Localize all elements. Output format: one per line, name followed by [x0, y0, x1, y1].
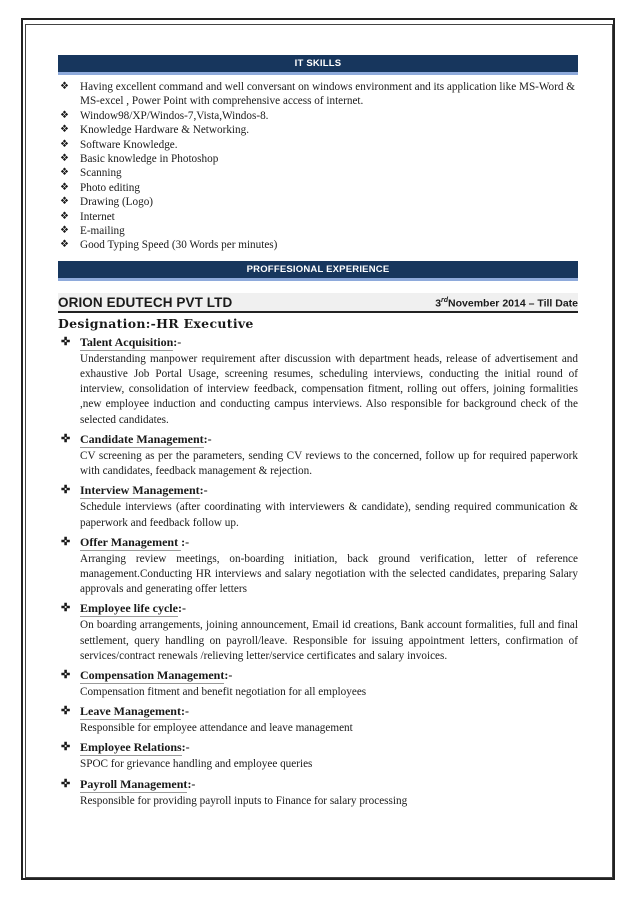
area-title: Offer Management: [80, 534, 182, 549]
area-title: Payroll Management: [80, 776, 188, 791]
list-item: ❖ Scanning: [60, 167, 122, 180]
diamond-bullet-icon: ❖: [60, 167, 69, 179]
responsibility-area: ✜ Talent Acquisition:- Understanding manpower requirement after discussion with department heads, release of advertisement and exhaustive Job Portal Usage, screening resumes, scheduling interviews, conducting the initial round of interview, consolidation of interview feedback, compensation fitment, rolling out offers, joining formalities ,new employee induction and conducting campus interviews. Also responsible for background check of the selected candidates.: [58, 334, 578, 428]
cross-bullet-icon: ✜: [61, 668, 71, 681]
list-item: ❖ Knowledge Hardware & Networking.: [60, 124, 250, 137]
responsibility-area: ✜ Candidate Management:- CV screening as per the parameters, sending CV reviews to the concerned, follow up for required paperwork with candidates, feedback management & rejection.: [58, 431, 578, 479]
cross-bullet-icon: ✜: [61, 602, 71, 615]
area-description: CV screening as per the parameters, sending CV reviews to the concerned, follow up for required paperwork with candidates, feedback management & rejection.: [80, 449, 578, 478]
list-item: ❖ E-mailing: [60, 225, 125, 238]
cross-bullet-icon: ✜: [61, 741, 71, 754]
list-item: ❖ Software Knowledge.: [60, 138, 178, 151]
area-title: Candidate Management: [80, 431, 204, 446]
diamond-bullet-icon: ❖: [60, 81, 69, 92]
cross-bullet-icon: ✜: [61, 484, 71, 497]
cross-bullet-icon: ✜: [61, 535, 71, 548]
area-description: Understanding manpower requirement after discussion with department heads, release of advertisement and exhaustive Job Portal Usage, screening resumes, scheduling interviews, conducting the initial round of interview, consolidation of interview feedback, compensation fitment, rolling out offers, joining formalities ,new employee induction and conducting campus interviews. Also responsible for background check of the selected candidates.: [80, 352, 578, 426]
diamond-bullet-icon: ❖: [60, 210, 69, 222]
area-description: Compensation fitment and benefit negotiation for all employees: [80, 685, 367, 698]
responsibility-area: ✜ Offer Management :- Arranging review meetings, on-boarding initiation, back ground verification, letter of reference management.Conducting HR interviews and salary negotiation with the selected candidates, preparing Salary approvals and generating offer letters: [58, 534, 578, 598]
cross-bullet-icon: ✜: [61, 335, 71, 348]
list-item: ❖ Photo editing: [60, 181, 140, 194]
area-title: Employee life cycle: [80, 601, 178, 616]
responsibility-area: ✜ Compensation Management:- Compensation fitment and benefit negotiation for all employees: [58, 667, 578, 700]
employment-date: 3rdNovember 2014 – Till Date: [435, 297, 578, 310]
responsibility-area: ✜ Leave Management:- Responsible for employee attendance and leave management: [58, 703, 578, 736]
list-item: ❖ Good Typing Speed (30 Words per minutes): [60, 239, 278, 252]
diamond-bullet-icon: ❖: [60, 239, 69, 251]
area-description: Arranging review meetings, on-boarding initiation, back ground verification, letter of reference management.Conducting HR interviews and salary negotiation with the selected candidates, preparing Salary approvals and generating offer letters: [80, 552, 578, 596]
responsibility-area: ✜ Interview Management:- Schedule interviews (after coordinating with interviewers & candidate), sending required communication & paperwork and feedback follow up.: [58, 482, 578, 530]
area-description: SPOC for grievance handling and employee queries: [80, 758, 313, 771]
area-description: Responsible for providing payroll inputs to Finance for salary processing: [80, 794, 408, 807]
diamond-bullet-icon: ❖: [60, 138, 69, 150]
diamond-bullet-icon: ❖: [60, 225, 69, 237]
diamond-bullet-icon: ❖: [60, 153, 69, 165]
diamond-bullet-icon: ❖: [60, 196, 69, 208]
diamond-bullet-icon: ❖: [60, 109, 69, 121]
area-title: Interview Management: [80, 483, 200, 498]
company-row: [58, 293, 578, 313]
area-title: Talent Acquisition: [80, 334, 174, 349]
list-item: ❖ Window98/XP/Windos-7,Vista,Windos-8.: [60, 109, 269, 122]
area-description: Schedule interviews (after coordinating with interviewers & candidate), sending required communication & paperwork and feedback follow up.: [80, 501, 578, 529]
company-name: ORION EDUTECH PVT LTD: [58, 294, 233, 310]
area-title: Leave Management: [80, 704, 181, 719]
list-item: ❖ Drawing (Logo): [60, 196, 154, 209]
experience-heading: PROFFESIONAL EXPERIENCE: [58, 261, 578, 281]
area-description: On boarding arrangements, joining announcement, Email id creations, Bank account formalities, full and final settlement, query handling on payroll/leave. Responsible for issuing appointment letters, confirmation of services/contract renewals /relieving letter/service certificates and salary invoices.: [80, 619, 578, 662]
responsibility-area: ✜ Employee Relations:- SPOC for grievance handling and employee queries: [58, 739, 578, 772]
list-item: ❖ Having excellent command and well conversant on windows environment and its application like MS-Word & MS-excel , Power Point with comprehensive access of internet.: [60, 81, 575, 108]
responsibility-area: ✜ Employee life cycle:- On boarding arrangements, joining announcement, Email id creations, Bank account formalities, full and final settlement, query handling on payroll/leave. Responsible for issuing appointment letters, confirmation of services/contract renewals /relieving letter/service certificates and salary invoices.: [58, 600, 578, 664]
cross-bullet-icon: ✜: [61, 432, 71, 445]
cross-bullet-icon: ✜: [61, 777, 71, 790]
list-item: ❖ Internet: [60, 210, 115, 223]
cross-bullet-icon: ✜: [61, 705, 71, 718]
area-title: Compensation Management: [80, 667, 225, 682]
responsibility-area: ✜ Payroll Management:- Responsible for providing payroll inputs to Finance for salary processing: [58, 776, 578, 809]
diamond-bullet-icon: ❖: [60, 181, 69, 193]
list-item: ❖ Basic knowledge in Photoshop: [60, 153, 219, 166]
area-title: Employee Relations: [80, 740, 182, 755]
diamond-bullet-icon: ❖: [60, 124, 69, 136]
area-description: Responsible for employee attendance and leave management: [80, 722, 353, 735]
it-skills-list: [58, 80, 578, 253]
designation: Designation:-HR Executive: [58, 315, 254, 331]
resume-content: [58, 55, 578, 809]
it-skills-heading: IT SKILLS: [58, 55, 578, 75]
